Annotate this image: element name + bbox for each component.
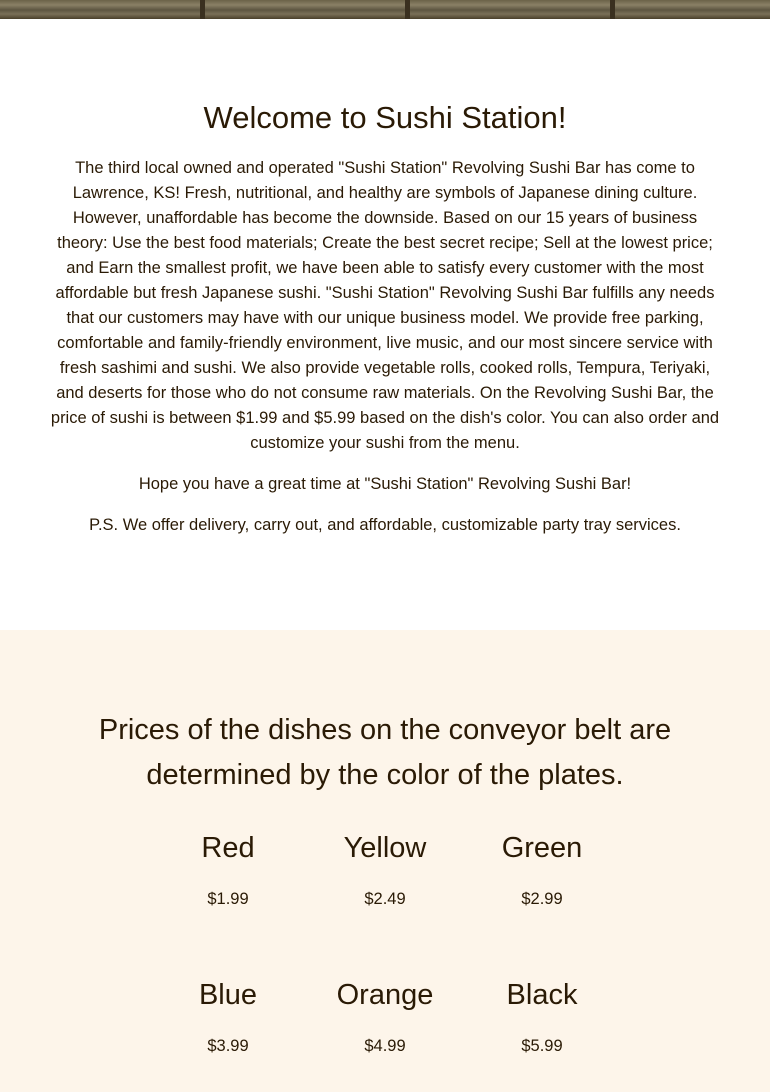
plate-price: $2.49 (364, 890, 406, 908)
plate-price: $5.99 (521, 1037, 563, 1055)
welcome-hope-text: Hope you have a great time at "Sushi Station" Revolving Sushi Bar! (138, 475, 632, 493)
welcome-description: The third local owned and operated "Sushi Station" Revolving Sushi Bar has come to Lawrence, KS! Fresh, nutritional, and healthy are symbols of Japanese dining culture. However, unaffordable has become the downside. Based on our 15 years of business theory: Use the best food materials; Create the best secret recipe; Sell at the lowest price; and Earn the smallest profit, we have been able to satisfy every customer with the most affordable but fresh Japanese sushi. "Sushi Station" Revolving Sushi Bar fulfills any needs that our customers may have with our unique business model. We provide free parking, comfortable and family-friendly environment, live music, and our most sincere service with fresh sashimi and sushi. We also provide vegetable rolls, cooked rolls, Tempura, Teriyaki, and deserts for those who do not consume raw materials. On the Revolving Sushi Bar, the price of sushi is between $1.99 and $5.99 based on the dish's color. You can also order and customize your sushi from the menu. (50, 159, 720, 452)
plate-color-name: Yellow (343, 832, 427, 864)
plate-color-name: Green (501, 832, 583, 864)
plate-color-name: Red (201, 832, 255, 864)
welcome-title: Welcome to Sushi Station! (203, 100, 567, 135)
plate-prices-section (0, 630, 770, 1092)
plate-item-orange (307, 975, 463, 1057)
plate-item-yellow (307, 828, 463, 910)
plate-price: $1.99 (207, 890, 249, 908)
plate-item-green (464, 828, 620, 910)
hero-banner-image (0, 0, 770, 19)
welcome-ps-text: P.S. We offer delivery, carry out, and affordable, customizable party tray services. (89, 516, 681, 534)
welcome-section (0, 19, 770, 630)
plate-item-red (150, 828, 306, 910)
plate-color-name: Blue (198, 979, 258, 1011)
plate-price: $2.99 (521, 890, 563, 908)
plate-item-blue (150, 975, 306, 1057)
plate-color-name: Orange (336, 979, 434, 1011)
plate-price: $4.99 (364, 1037, 406, 1055)
plate-price: $3.99 (207, 1037, 249, 1055)
prices-title: Prices of the dishes on the conveyor belt are determined by the color of the plates. (98, 714, 672, 791)
plate-color-name: Black (506, 979, 578, 1011)
plate-item-black (464, 975, 620, 1057)
